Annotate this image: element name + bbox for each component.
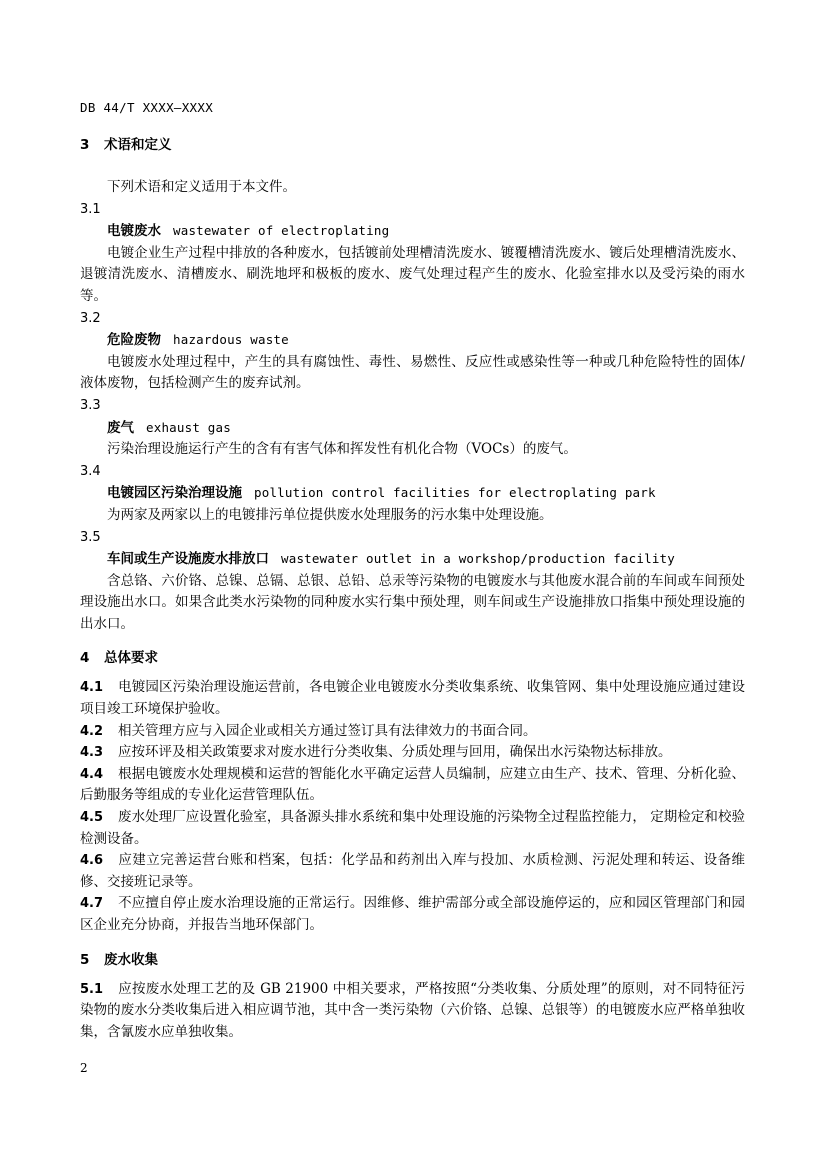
- term-number: 3.1: [80, 201, 101, 217]
- term-definition: 含总铬、六价铬、总镍、总镉、总银、总铅、总汞等污染物的电镀废水与其他废水混合前的车间或车间预处理设施出水口。如果含此类水污染物的同种废水实行集中预处理，则车间或生产设施排放口指集中预处理设施的出水口。: [80, 572, 745, 632]
- term-en: hazardous waste: [173, 332, 289, 348]
- term-definition: 污染治理设施运行产生的含有有害气体和挥发性有机化合物（VOCs）的废气。: [107, 441, 577, 458]
- item-text: 不应擅自停止废水治理设施的正常运行。因维修、维护需部分或全部设施停运的，应和园区管理部门和园区企业充分协商，并报告当地环保部门。: [80, 895, 745, 933]
- term-heading: [107, 417, 745, 440]
- term-en: wastewater of electroplating: [173, 223, 390, 239]
- term-number: 3.2: [80, 310, 101, 326]
- term-en: pollution control facilities for electroplating park: [254, 485, 656, 501]
- item-number: 4.4: [80, 766, 104, 782]
- item-text: 应按环评及相关政策要求对废水进行分类收集、分质处理与回用，确保出水污染物达标排放。: [118, 744, 672, 761]
- term-zh: 车间或生产设施废水排放口: [107, 551, 269, 568]
- section-number: 4: [80, 650, 90, 667]
- section-title: 术语和定义: [104, 137, 172, 153]
- document-code: DB 44/T XXXX—XXXX: [80, 100, 214, 115]
- term-definition: 电镀废水处理过程中，产生的具有腐蚀性、毒性、易燃性、反应性或感染性等一种或几种危险特性的固体/液体废物，包括检测产生的废弃试剂。: [80, 353, 745, 392]
- term-heading: [107, 329, 745, 352]
- term-heading: [107, 548, 745, 571]
- item-number: 4.7: [80, 896, 104, 912]
- term-en: exhaust gas: [146, 419, 231, 435]
- item-text: 根据电镀废水处理规模和运营的智能化水平确定运营人员编制，应建立由生产、技术、管理、分析化验、后勤服务等组成的专业化运营管理队伍。: [80, 765, 745, 804]
- requirement-item: [80, 807, 745, 850]
- item-number: 5.1: [80, 981, 104, 997]
- item-number: 4.1: [80, 680, 104, 696]
- section-5-heading: [80, 951, 745, 969]
- section-title: 废水收集: [104, 951, 158, 968]
- item-number: 4.6: [80, 853, 104, 869]
- term-zh: 危险废物: [107, 332, 161, 349]
- term-number: 3.4: [80, 463, 101, 479]
- term-heading: [107, 482, 745, 505]
- requirement-item: [80, 893, 745, 936]
- page-number: 2: [80, 1061, 88, 1075]
- term-number: 3.3: [80, 397, 101, 413]
- section-title: 总体要求: [104, 650, 158, 667]
- document-body: [80, 136, 745, 1043]
- term-en: wastewater outlet in a workshop/production facility: [281, 551, 676, 567]
- requirement-item: [80, 721, 745, 743]
- section-number: 5: [80, 951, 90, 968]
- requirement-item: [80, 979, 745, 1044]
- requirement-item: [80, 742, 745, 764]
- term-definition: 为两家及两家以上的电镀排污单位提供废水处理服务的污水集中处理设施。: [107, 506, 553, 523]
- section-3-intro: 下列术语和定义适用于本文件。: [107, 179, 296, 195]
- item-text: 应建立完善运营台账和档案，包括：化学品和药剂出入库与投加、水质检测、污泥处理和转运、设备维修、交接班记录等。: [80, 852, 745, 890]
- item-text: 相关管理方应与入园企业或相关方通过签订具有法律效力的书面合同。: [118, 722, 537, 739]
- term-zh: 电镀废水: [107, 223, 161, 240]
- item-text: 电镀园区污染治理设施运营前，各电镀企业电镀废水分类收集系统、收集管网、集中处理设施应通过建设项目竣工环境保护验收。: [80, 679, 745, 718]
- item-text: 废水处理厂应设置化验室，具备源头排水系统和集中处理设施的污染物全过程监控能力， 定期检定和校验检测设备。: [80, 809, 745, 847]
- term-definition: 电镀企业生产过程中排放的各种废水，包括镀前处理槽清洗废水、镀覆槽清洗废水、镀后处理槽清洗废水、退镀清洗废水、清槽废水、刷洗地坪和极板的废水、废气处理过程产生的废水、化验室排水以及受污染的雨水等。: [80, 244, 745, 304]
- section-4-heading: [80, 649, 745, 667]
- requirement-item: [80, 764, 745, 807]
- section-3-heading: [80, 136, 745, 154]
- item-number: 4.3: [80, 745, 104, 761]
- section-number: 3: [80, 137, 90, 153]
- item-number: 4.5: [80, 810, 104, 826]
- requirement-item: [80, 677, 745, 720]
- term-number: 3.5: [80, 529, 101, 545]
- term-heading: [107, 220, 745, 243]
- item-number: 4.2: [80, 723, 104, 739]
- term-zh: 电镀园区污染治理设施: [107, 485, 242, 502]
- requirement-item: [80, 850, 745, 893]
- term-zh: 废气: [107, 419, 134, 436]
- item-text: 应按废水处理工艺的及 GB 21900 中相关要求，严格按照“分类收集、分质处理”的原则，对不同特征污染物的废水分类收集后进入相应调节池，其中含一类污染物（六价铬、总镍、总银等）的电镀废水应严格单独收集，含氰废水应单独收集。: [80, 980, 745, 1040]
